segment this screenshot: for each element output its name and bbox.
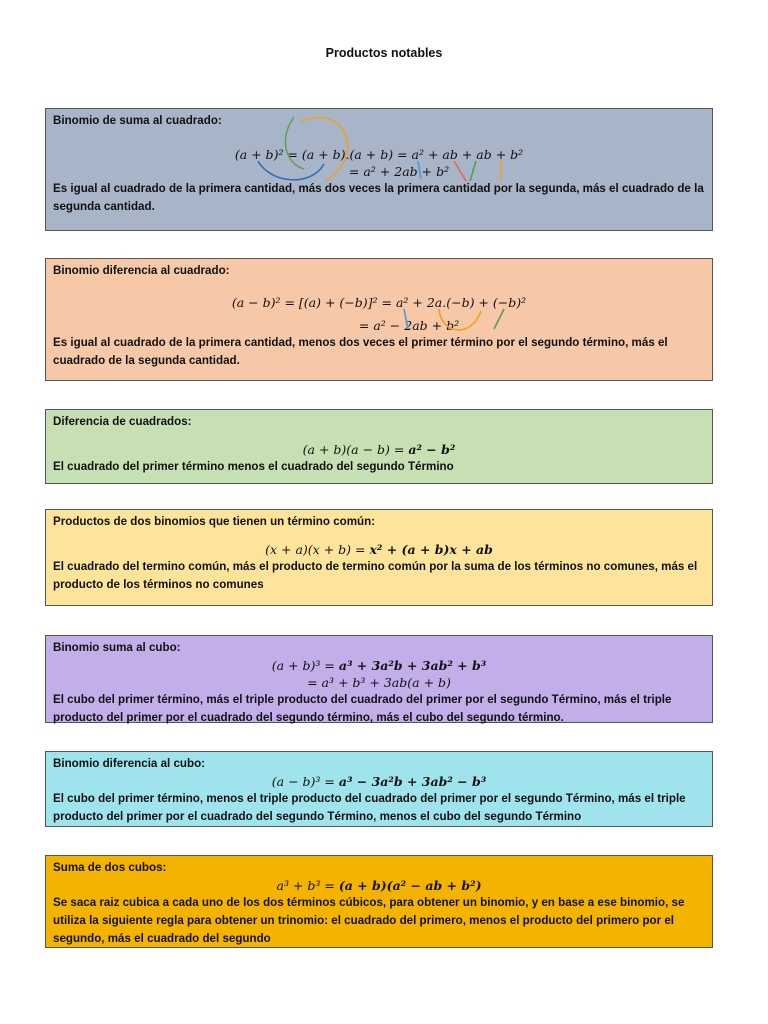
equation-result-line: = a² + 2ab + b² xyxy=(348,164,450,179)
section-heading: Binomio diferencia al cuadrado: xyxy=(53,264,230,277)
equation-lhs: (a − b)³ = xyxy=(271,774,339,789)
equation-line: (a + b)² = (a + b).(a + b) = a² + ab + ab + b² xyxy=(234,147,524,162)
section-binomios-termino-comun xyxy=(45,509,713,606)
section-heading: Diferencia de cuadrados: xyxy=(53,415,192,428)
equation-rhs: x² + (a + b)x + ab xyxy=(369,542,493,557)
equation-line xyxy=(53,773,705,790)
equation-rhs: a³ − 3a²b + 3ab² − b³ xyxy=(338,774,487,789)
page-title: Productos notables xyxy=(325,46,443,60)
section-description: El cuadrado del termino común, más el producto de termino común por la suma de los términos no comunes, más el producto de los términos no comunes xyxy=(53,560,698,591)
section-heading: Binomio de suma al cuadrado: xyxy=(53,114,222,127)
section-diferencia-cuadrados xyxy=(45,409,713,484)
equation-rhs: a² − b² xyxy=(408,442,456,457)
equation-result-line: = a² − 2ab + b² xyxy=(358,318,460,333)
equation-lhs: a³ + b³ = xyxy=(276,878,339,893)
section-binomio-diferencia-cuadrado xyxy=(45,258,713,381)
section-heading: Suma de dos cubos: xyxy=(53,861,167,874)
section-binomio-suma-cubo xyxy=(45,635,713,723)
equation-lhs: (x + a)(x + b) = xyxy=(265,542,370,557)
section-description: El cubo del primer término, menos el triple producto del cuadrado del primer por el segundo Término, más el triple producto del primer por el cuadrado del segundo Término, menos el cubo del segundo Término xyxy=(53,792,686,823)
section-description: Se saca raiz cubica a cada uno de los dos términos cúbicos, para obtener un binomio, y en base a ese binomio, se utiliza la siguiente regla para obtener un trinomio: el cuadrado del primero, menos el producto del primero por el segundo, más el cuadrado del segundo xyxy=(53,896,685,945)
section-description: El cuadrado del primer término menos el cuadrado del segundo Término xyxy=(53,460,454,473)
equation-result-line: = a³ + b³ + 3ab(a + b) xyxy=(307,675,451,690)
equation-line: (a − b)² = [(a) + (−b)]² = a² + 2a.(−b) + (−b)² xyxy=(231,295,527,310)
section-description: El cubo del primer término, más el triple producto del cuadrado del primer por el segundo Término, más el triple producto del primer por el cuadrado del segundo término, más el cubo del segundo término. xyxy=(53,693,672,724)
section-heading: Binomio suma al cubo: xyxy=(53,641,181,654)
equation-line xyxy=(53,441,705,458)
equation-line xyxy=(53,541,705,558)
equation-line xyxy=(53,877,705,894)
section-description: Es igual al cuadrado de la primera cantidad, más dos veces la primera cantidad por la segunda, más el cuadrado de la segunda cantidad. xyxy=(53,182,704,213)
section-heading: Productos de dos binomios que tienen un término común: xyxy=(53,515,376,528)
section-binomio-suma-cuadrado xyxy=(45,108,713,231)
equation-rhs: (a + b)(a² − ab + b²) xyxy=(338,878,482,893)
equation-lhs: (a + b)(a − b) = xyxy=(302,442,409,457)
equation-lhs: (a + b)³ = xyxy=(271,658,339,673)
section-heading: Binomio diferencia al cubo: xyxy=(53,757,206,770)
section-description: Es igual al cuadrado de la primera cantidad, menos dos veces el primer término por el segundo término, más el cuadrado de la segunda cantidad. xyxy=(53,336,668,367)
section-binomio-diferencia-cubo xyxy=(45,751,713,827)
equation-rhs: a³ + 3a²b + 3ab² + b³ xyxy=(338,658,487,673)
equation-line xyxy=(53,657,705,674)
section-suma-dos-cubos xyxy=(45,855,713,948)
